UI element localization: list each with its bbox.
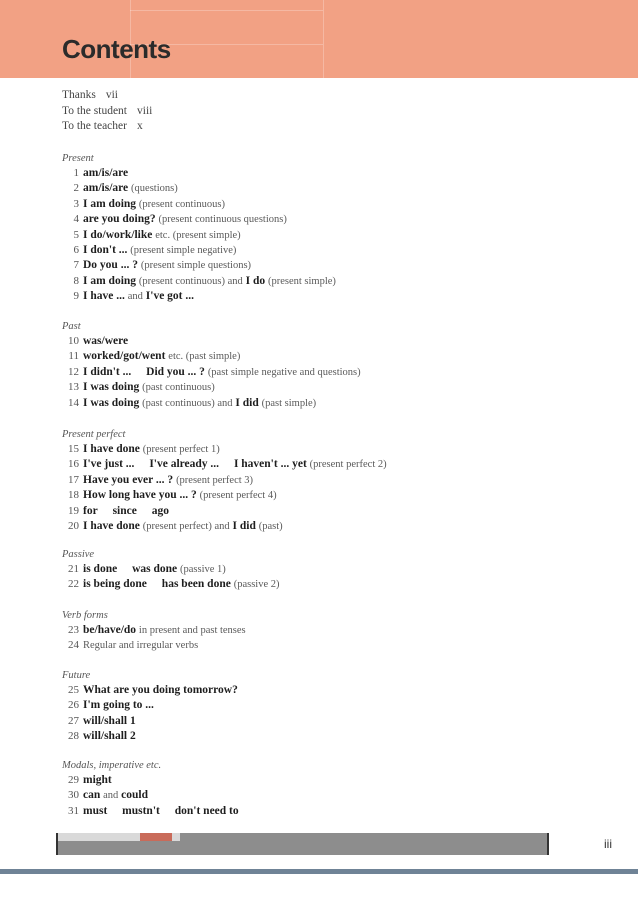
unit-title: are you doing?	[83, 213, 156, 226]
unit-title: What are you doing tomorrow?	[83, 684, 238, 696]
unit-number: 4	[73, 213, 79, 226]
header-band	[0, 0, 638, 78]
unit-title: must	[83, 804, 108, 817]
contents-entry[interactable]	[62, 212, 336, 227]
unit-title: has been done	[161, 578, 231, 591]
unit-number: 1	[73, 167, 79, 179]
contents-entry[interactable]	[62, 473, 387, 488]
unit-note: (present simple negative)	[130, 244, 237, 256]
unit-title: was/were	[83, 335, 129, 347]
section-title: Present perfect	[62, 429, 126, 440]
unit-title: How long have you ... ?	[83, 489, 197, 502]
unit-title: I did	[232, 519, 256, 532]
unit-number: 16	[68, 458, 79, 471]
contents-entry[interactable]	[62, 334, 361, 349]
unit-note: (present simple questions)	[140, 260, 252, 272]
unit-note: (passive 1)	[180, 564, 226, 575]
contents-entry[interactable]	[62, 289, 336, 304]
contents-entry[interactable]	[62, 577, 279, 592]
unit-note: and	[103, 790, 119, 802]
unit-title: am/is/are	[83, 167, 129, 179]
contents-entry[interactable]	[62, 365, 361, 380]
section-present-perfect	[62, 427, 387, 534]
unit-title: I have done	[83, 443, 140, 455]
unit-title: was done	[132, 563, 178, 575]
unit-number: 12	[68, 365, 79, 378]
header-guide-line	[323, 0, 324, 78]
contents-entry[interactable]	[62, 683, 238, 698]
unit-note: (present perfect) and	[142, 520, 230, 532]
section-verb-forms	[62, 608, 246, 654]
footer-accent	[140, 833, 172, 841]
unit-title: will/shall 1	[83, 714, 136, 727]
unit-title: I have ...	[83, 290, 125, 303]
front-matter-list	[62, 88, 152, 135]
front-matter-page: vii	[105, 89, 118, 101]
unit-number: 8	[73, 274, 79, 287]
unit-number: 26	[68, 699, 79, 712]
unit-title: I've got ...	[145, 290, 195, 303]
unit-note: (past continuous)	[142, 382, 215, 394]
front-matter-page: x	[136, 120, 143, 132]
contents-entry[interactable]	[62, 396, 361, 411]
unit-number: 27	[68, 714, 79, 727]
unit-number: 14	[68, 396, 79, 409]
header-guide-line	[130, 10, 323, 11]
front-matter-label: Thanks	[62, 89, 96, 101]
unit-note: (present continuous) and	[138, 275, 243, 287]
unit-note: etc. (present simple)	[155, 229, 241, 241]
unit-title: I do/work/like	[83, 228, 153, 241]
unit-title: Have you ever ... ?	[83, 473, 174, 486]
unit-title: I haven't ... yet	[233, 458, 307, 471]
unit-title: is being done	[83, 578, 147, 591]
unit-title: since	[112, 504, 137, 517]
unit-note: (past simple)	[261, 397, 317, 409]
contents-entry[interactable]	[62, 788, 239, 803]
unit-number: 22	[68, 578, 79, 591]
unit-note: (present perfect 4)	[199, 490, 277, 502]
unit-number: 5	[73, 228, 79, 241]
unit-title: mustn't	[122, 804, 160, 817]
unit-number: 24	[68, 639, 79, 652]
contents-entry[interactable]	[62, 773, 239, 788]
unit-note: (present perfect 2)	[309, 459, 387, 471]
unit-note: (questions)	[131, 183, 178, 195]
bottom-rule	[0, 869, 638, 874]
contents-entry[interactable]	[62, 258, 336, 273]
unit-title: I did	[235, 396, 259, 409]
unit-title: be/have/do	[83, 624, 137, 636]
unit-number: 17	[68, 473, 79, 486]
contents-entry[interactable]	[62, 488, 387, 503]
contents-entry[interactable]	[62, 504, 387, 519]
unit-title: I didn't ...	[83, 365, 132, 378]
contents-entry[interactable]	[62, 349, 361, 364]
section-modals-imperative-etc	[62, 758, 239, 819]
contents-entry[interactable]	[62, 274, 336, 289]
contents-entry[interactable]	[62, 457, 387, 472]
unit-title: worked/got/went	[83, 350, 166, 363]
unit-number: 25	[68, 684, 79, 696]
unit-note: etc. (past simple)	[168, 351, 241, 363]
unit-note: Regular and irregular verbs	[83, 640, 199, 652]
unit-title: I was doing	[83, 396, 140, 409]
unit-number: 31	[68, 804, 79, 817]
unit-number: 9	[73, 290, 79, 303]
section-future	[62, 668, 238, 745]
unit-title: I do	[245, 274, 266, 287]
unit-title: I don't ...	[83, 243, 128, 256]
front-matter-item[interactable]	[62, 119, 152, 135]
unit-number: 10	[68, 335, 79, 347]
contents-entry[interactable]	[62, 714, 238, 729]
unit-title: I've just ...	[83, 458, 135, 471]
contents-entry[interactable]	[62, 519, 387, 534]
unit-title: could	[121, 789, 149, 802]
unit-number: 29	[68, 774, 79, 786]
section-present	[62, 151, 336, 305]
unit-title: will/shall 2	[83, 730, 136, 743]
unit-number: 2	[73, 182, 79, 195]
contents-entry[interactable]	[62, 228, 336, 243]
unit-title: I've already ...	[149, 458, 220, 471]
unit-number: 30	[68, 789, 79, 802]
contents-entry[interactable]	[62, 380, 361, 395]
contents-entry[interactable]	[62, 442, 387, 457]
unit-title: ago	[151, 504, 169, 517]
page-number: iii	[604, 837, 612, 851]
unit-number: 7	[73, 259, 79, 272]
section-passive	[62, 547, 279, 593]
front-matter-label: To the student	[62, 104, 127, 117]
front-matter-item[interactable]	[62, 88, 152, 104]
unit-title: I am doing	[83, 197, 137, 210]
unit-note: (past)	[258, 520, 283, 532]
unit-title: can	[83, 789, 101, 802]
contents-entry[interactable]	[62, 166, 336, 181]
unit-note: (present perfect 3)	[176, 474, 254, 486]
contents-entry[interactable]	[62, 698, 238, 713]
unit-title: I am doing	[83, 274, 137, 287]
unit-number: 20	[68, 519, 79, 532]
unit-number: 18	[68, 489, 79, 502]
section-title: Verb forms	[62, 610, 108, 621]
contents-entry[interactable]	[62, 562, 279, 577]
front-matter-label: To the teacher	[62, 120, 127, 132]
contents-entry[interactable]	[62, 729, 238, 744]
unit-number: 19	[68, 504, 79, 517]
unit-note: (past simple negative and questions)	[207, 366, 361, 378]
unit-title: I'm going to ...	[83, 699, 154, 712]
unit-number: 13	[68, 381, 79, 394]
unit-number: 11	[68, 350, 79, 363]
unit-number: 3	[73, 197, 79, 210]
section-title: Past	[62, 321, 81, 332]
contents-entry[interactable]	[62, 623, 246, 638]
section-title: Passive	[62, 549, 95, 560]
unit-number: 23	[68, 624, 79, 636]
contents-entry[interactable]	[62, 243, 336, 258]
contents-entry[interactable]	[62, 181, 336, 196]
unit-note: (past continuous) and	[142, 397, 233, 409]
unit-note: (present perfect 1)	[142, 444, 220, 455]
unit-note: (present continuous questions)	[158, 214, 287, 226]
section-title: Present	[62, 153, 94, 164]
section-past	[62, 319, 361, 411]
unit-number: 21	[68, 563, 79, 575]
unit-note: and	[127, 291, 143, 303]
front-matter-page: viii	[137, 104, 153, 117]
unit-title: I was doing	[83, 381, 140, 394]
unit-number: 15	[68, 443, 79, 455]
unit-note: (present continuous)	[138, 198, 225, 210]
unit-number: 6	[73, 243, 79, 256]
unit-number: 28	[68, 730, 79, 743]
unit-title: might	[83, 774, 112, 786]
contents-entry[interactable]	[62, 197, 336, 212]
unit-note: (passive 2)	[233, 579, 280, 591]
contents-entry[interactable]	[62, 804, 239, 819]
unit-title: I have done	[83, 519, 140, 532]
unit-note: (present simple)	[267, 275, 336, 287]
unit-title: for	[83, 504, 98, 517]
section-title: Future	[62, 670, 91, 681]
front-matter-item[interactable]	[62, 104, 152, 120]
unit-title: don't need to	[174, 804, 239, 817]
unit-title: Did you ... ?	[146, 365, 205, 378]
unit-title: is done	[83, 563, 118, 575]
page-title: Contents	[62, 34, 171, 64]
unit-title: am/is/are	[83, 182, 129, 195]
unit-note: in present and past tenses	[138, 625, 246, 636]
contents-entry[interactable]	[62, 638, 246, 653]
unit-title: Do you ... ?	[83, 259, 138, 272]
section-title: Modals, imperative etc.	[62, 760, 162, 771]
